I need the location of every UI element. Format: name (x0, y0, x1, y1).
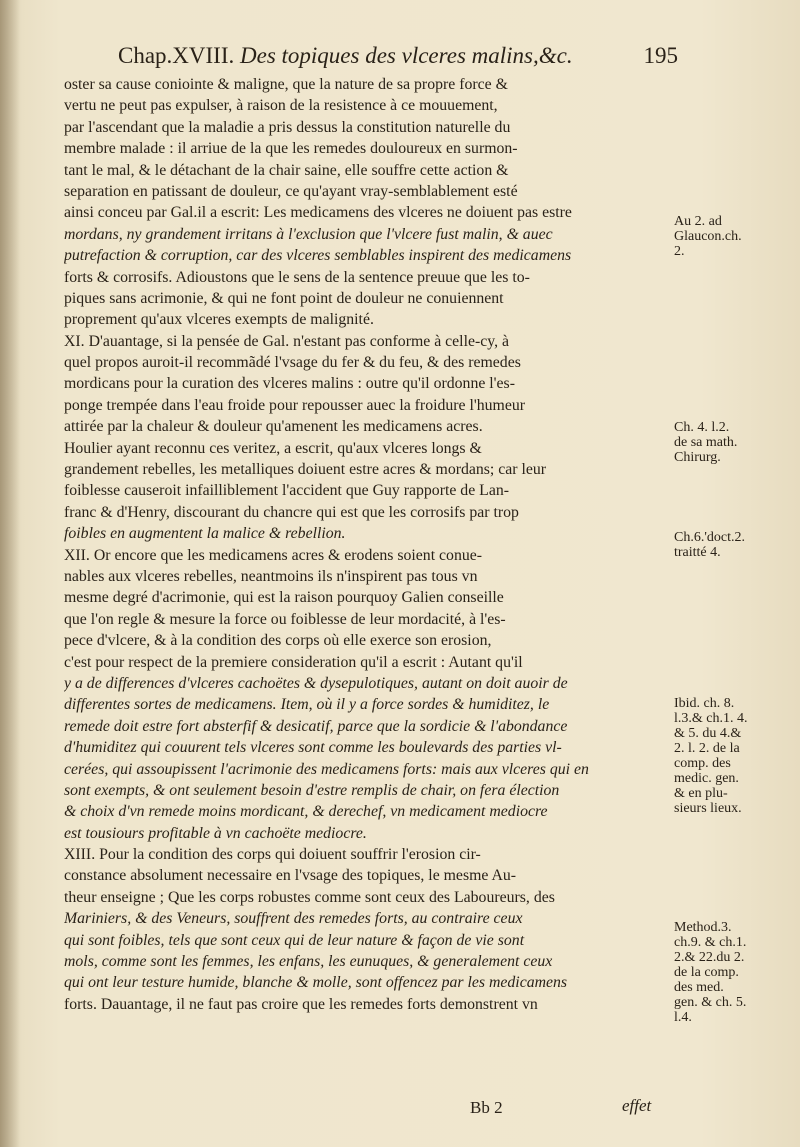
margin-note-line: sieurs lieux. (674, 801, 742, 816)
margin-note-line: 2.& 22.du 2. (674, 950, 745, 965)
margin-note-line: traitté 4. (674, 545, 721, 560)
text-line: est tousiours profitable à vn cachoëte mediocre. (64, 824, 367, 842)
text-line: quel propos auroit-il recommãdé l'vsage du fer & du feu, & des remedes (64, 354, 521, 372)
margin-note (674, 420, 774, 465)
text-line: sont exempts, & ont seulement besoin d'estre remplis de chair, on fera élection (64, 781, 560, 799)
margin-note-line: des med. (674, 980, 724, 995)
chapter-title: Des topiques des vlceres malins,&c. (240, 43, 573, 68)
text-line: forts. Dauantage, il ne faut pas croire que les remedes forts demonstrent vn (64, 995, 538, 1013)
margin-note-line: Ch. 4. l.2. (674, 420, 730, 435)
margin-note-line: & en plu- (674, 786, 728, 801)
margin-note-line: Ch.6.'doct.2. (674, 530, 745, 545)
signature-mark: Bb 2 (470, 1098, 503, 1117)
margin-note-line: 2. (674, 244, 685, 259)
text-line: par l'ascendant que la maladie a pris dessus la constitution naturelle du (64, 118, 511, 136)
page-number: 195 (643, 43, 678, 68)
text-line: c'est pour respect de la premiere consideration qu'il a escrit : Autant qu'il (64, 653, 523, 671)
text-line: remede doit estre fort absterfif & desicatif, parce que la sordicie & l'abondance (64, 717, 568, 735)
text-line: mesme degré d'acrimonie, qui est la raison pourquoy Galien conseille (64, 589, 504, 607)
margin-note-line: Glaucon.ch. (674, 229, 742, 244)
text-line: tant le mal, & le détachant de la chair saine, elle souffre cette action & (64, 161, 509, 179)
margin-note-line: l.3.& ch.1. 4. (674, 711, 748, 726)
margin-note-line: comp. des (674, 756, 731, 771)
text-line: d'humiditez qui couurent tels vlceres sont comme les boulevards des parties vl- (64, 739, 562, 757)
catchword: effet (622, 1096, 652, 1115)
text-line: forts & corrosifs. Adioustons que le sens de la sentence preuue que les to- (64, 268, 530, 286)
margin-note (674, 214, 774, 259)
margin-note-line: Ibid. ch. 8. (674, 696, 735, 711)
text-line: que l'on regle & mesure la force ou foiblesse de leur mordacité, à l'es- (64, 610, 506, 628)
margin-note-line: medic. gen. (674, 771, 739, 786)
margin-note-line: ch.9. & ch.1. (674, 935, 747, 950)
text-line: XI. D'auantage, si la pensée de Gal. n'estant pas conforme à celle-cy, à (64, 332, 510, 350)
text-line: oster sa cause coniointe & maligne, que la nature de sa propre force & (64, 76, 508, 93)
text-line: pece d'vlcere, & à la condition des corps où elle exerce son erosion, (64, 632, 492, 650)
text-line: foiblesse causeroit infailliblement l'accident que Guy rapporte de Lan- (64, 482, 509, 500)
text-line: constance absolument necessaire en l'vsage des topiques, le mesme Au- (64, 867, 517, 885)
text-line: y a de differences d'vlceres cachoëtes & dysepulotiques, autant on doit auoir de (64, 674, 568, 692)
margin-note-line: de la comp. (674, 965, 739, 980)
text-line: attirée par la chaleur & douleur qu'amenent les medicamens acres. (64, 418, 483, 436)
margin-note-line: de sa math. (674, 435, 738, 450)
body-text (64, 74, 664, 1015)
margin-note-line: & 5. du 4.& (674, 726, 742, 741)
margin-note (674, 696, 774, 816)
text-line: piques sans acrimonie, & qui ne font point de douleur ne conuiennent (64, 289, 504, 307)
margin-note-line: gen. & ch. 5. (674, 995, 747, 1010)
margin-note-line: Method.3. (674, 920, 732, 935)
text-line: qui ont leur testure humide, blanche & molle, sont offencez par les medicamens (64, 974, 568, 992)
text-line: Houlier ayant reconnu ces veritez, a escrit, qu'aux vlceres longs & (64, 439, 482, 457)
text-line: ainsi conceu par Gal.il a escrit: Les medicamens des vlceres ne doiuent pas estre (64, 204, 572, 222)
text-line: putrefaction & corruption, car des vlceres semblables inspirent des medicamens (64, 247, 572, 265)
text-line: vertu ne peut pas expulser, à raison de la resistence à ce mouuement, (64, 97, 498, 115)
margin-note-line: Chirurg. (674, 450, 721, 465)
text-line: theur enseigne ; Que les corps robustes comme sont ceux des Laboureurs, des (64, 888, 555, 906)
margin-note (674, 920, 774, 1025)
chapter-number: Chap.XVIII. (118, 43, 235, 68)
text-line: mols, comme sont les femmes, les enfans, les eunuques, & generalement ceux (64, 953, 553, 971)
margin-note (674, 530, 774, 560)
text-line: Mariniers, & des Veneurs, souffrent des remedes forts, au contraire ceux (64, 910, 523, 928)
margin-note-line: Au 2. ad (674, 214, 722, 229)
text-line: nables aux vlceres rebelles, neantmoins ils n'inspirent pas tous vn (64, 567, 478, 585)
text-line: grandement rebelles, les metalliques doiuent estre acres & mordans; car leur (64, 461, 547, 479)
text-line: membre malade : il arriue de la que les remedes douloureux en surmon- (64, 140, 518, 158)
text-line: ponge trempée dans l'eau froide pour repousser auec la froidure l'humeur (64, 396, 525, 414)
text-line: XII. Or encore que les medicamens acres & erodens soient conue- (64, 546, 483, 564)
text-line: proprement qu'aux vlceres exempts de malignité. (64, 311, 374, 329)
text-line: foibles en augmentent la malice & rebellion. (64, 525, 346, 543)
text-line: qui sont foibles, tels que sont ceux qui de leur nature & façon de vie sont (64, 931, 525, 949)
text-line: XIII. Pour la condition des corps qui doiuent souffrir l'erosion cir- (64, 846, 481, 864)
text-line: franc & d'Henry, discourant du chancre qui est que les corrosifs par trop (64, 503, 519, 521)
text-line: cerées, qui assoupissent l'acrimonie des medicamens forts: mais aux vlceres qui en (64, 760, 589, 778)
text-line: separation en patissant de douleur, ce qu'ayant vray-semblablement esté (64, 182, 518, 200)
text-line: differentes sortes de medicamens. Item, où il y a force sordes & humiditez, le (64, 696, 550, 714)
text-line: & choix d'vn remede moins mordicant, & derechef, vn medicament mediocre (64, 803, 548, 821)
running-header (118, 36, 678, 76)
text-line: mordans, ny grandement irritans à l'exclusion que l'vlcere fust malin, & auec (64, 225, 553, 243)
text-line: mordicans pour la curation des vlceres malins : outre qu'il ordonne l'es- (64, 375, 515, 393)
margin-note-line: l.4. (674, 1010, 692, 1025)
margin-note-line: 2. l. 2. de la (674, 741, 740, 756)
gutter-shadow (0, 0, 20, 1147)
